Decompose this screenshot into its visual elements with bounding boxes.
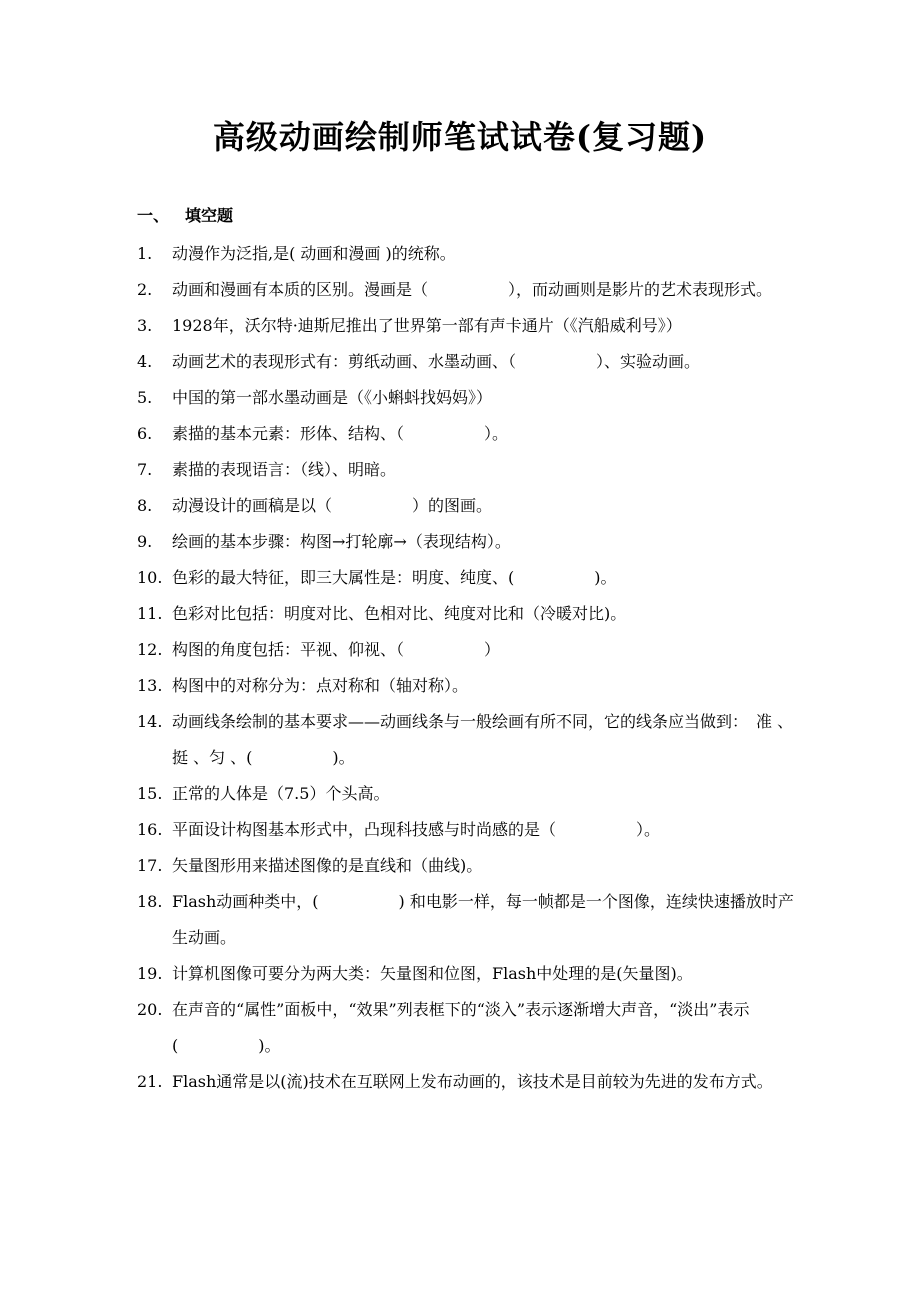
question-text: 构图中的对称分为：点对称和（轴对称）。	[172, 676, 469, 695]
question-text: 构图的角度包括：平视、仰视、（ ）	[172, 640, 501, 659]
question-list	[137, 236, 797, 1100]
question-text: 动画线条绘制的基本要求——动画线条与一般绘画有所不同，它的线条应当做到： 准 、挺 、匀 、( )。	[172, 712, 794, 767]
question-item	[137, 488, 797, 524]
question-item	[137, 992, 797, 1064]
question-text: Flash动画种类中，( ) 和电影一样，每一帧都是一个图像，连续快速播放时产生动画。	[172, 892, 794, 947]
question-number: 7.	[137, 460, 153, 479]
section-heading	[137, 203, 233, 226]
question-number: 8.	[137, 496, 153, 515]
question-number: 9.	[137, 532, 153, 551]
question-item	[137, 236, 797, 272]
question-text: 平面设计构图基本形式中，凸现科技感与时尚感的是（ ）。	[172, 820, 661, 839]
question-item	[137, 884, 797, 956]
question-number: 3.	[137, 316, 153, 335]
question-item	[137, 632, 797, 668]
question-item	[137, 956, 797, 992]
question-text: 计算机图像可要分为两大类：矢量图和位图，Flash中处理的是(矢量图)。	[172, 964, 693, 983]
question-number: 6.	[137, 424, 153, 443]
question-text: 动漫设计的画稿是以（ ）的图画。	[172, 496, 493, 515]
question-item	[137, 848, 797, 884]
question-number: 12.	[137, 640, 163, 659]
question-number: 19.	[137, 964, 163, 983]
question-number: 10.	[137, 568, 163, 587]
question-item	[137, 596, 797, 632]
question-number: 14.	[137, 712, 163, 731]
question-number: 1.	[137, 244, 153, 263]
question-text: 色彩的最大特征，即三大属性是：明度、纯度、( )。	[172, 568, 617, 587]
question-text: 正常的人体是（7.5）个头高。	[172, 784, 390, 803]
question-number: 11.	[137, 604, 163, 623]
question-number: 15.	[137, 784, 163, 803]
question-item	[137, 524, 797, 560]
question-item	[137, 308, 797, 344]
question-item	[137, 416, 797, 452]
question-item	[137, 668, 797, 704]
question-number: 16.	[137, 820, 163, 839]
question-number: 4.	[137, 352, 153, 371]
question-number: 20.	[137, 1000, 163, 1019]
question-text: 素描的基本元素：形体、结构、（ ）。	[172, 424, 509, 443]
question-item	[137, 704, 797, 776]
question-number: 21.	[137, 1072, 163, 1091]
question-item	[137, 452, 797, 488]
question-text: 色彩对比包括：明度对比、色相对比、纯度对比和（冷暖对比)。	[172, 604, 627, 623]
question-number: 5.	[137, 388, 153, 407]
question-text: 动漫作为泛指,是( 动画和漫画 )的统称。	[172, 244, 456, 263]
question-number: 18.	[137, 892, 163, 911]
document-title: 高级动画绘制师笔试试卷(复习题)	[212, 118, 708, 156]
question-item	[137, 560, 797, 596]
question-item	[137, 1064, 797, 1100]
question-item	[137, 272, 797, 308]
question-number: 17.	[137, 856, 163, 875]
section-number: 一、	[137, 206, 170, 225]
question-text: 矢量图形用来描述图像的是直线和（曲线)。	[172, 856, 483, 875]
question-text: 动画和漫画有本质的区别。漫画是（ ），而动画则是影片的艺术表现形式。	[172, 280, 773, 299]
question-number: 2.	[137, 280, 153, 299]
question-text: 在声音的“属性”面板中，“效果”列表框下的“淡入”表示逐渐增大声音，“淡出”表示( )。	[172, 1000, 750, 1055]
question-item	[137, 812, 797, 848]
question-text: Flash通常是以(流)技术在互联网上发布动画的，该技术是目前较为先进的发布方式。	[172, 1072, 773, 1091]
question-text: 中国的第一部水墨动画是（《小蝌蚪找妈妈》）	[172, 388, 493, 407]
question-number: 13.	[137, 676, 163, 695]
question-item	[137, 776, 797, 812]
section-title: 填空题	[185, 206, 234, 225]
question-text: 素描的表现语言：（线）、明暗。	[172, 460, 397, 479]
question-item	[137, 380, 797, 416]
question-item	[137, 344, 797, 380]
question-text: 绘画的基本步骤：构图→打轮廓→（表现结构）。	[172, 532, 511, 551]
question-text: 1928年，沃尔特·迪斯尼推出了世界第一部有声卡通片（《汽船威利号》）	[172, 316, 682, 335]
question-text: 动画艺术的表现形式有：剪纸动画、水墨动画、（ ）、实验动画。	[172, 352, 701, 371]
